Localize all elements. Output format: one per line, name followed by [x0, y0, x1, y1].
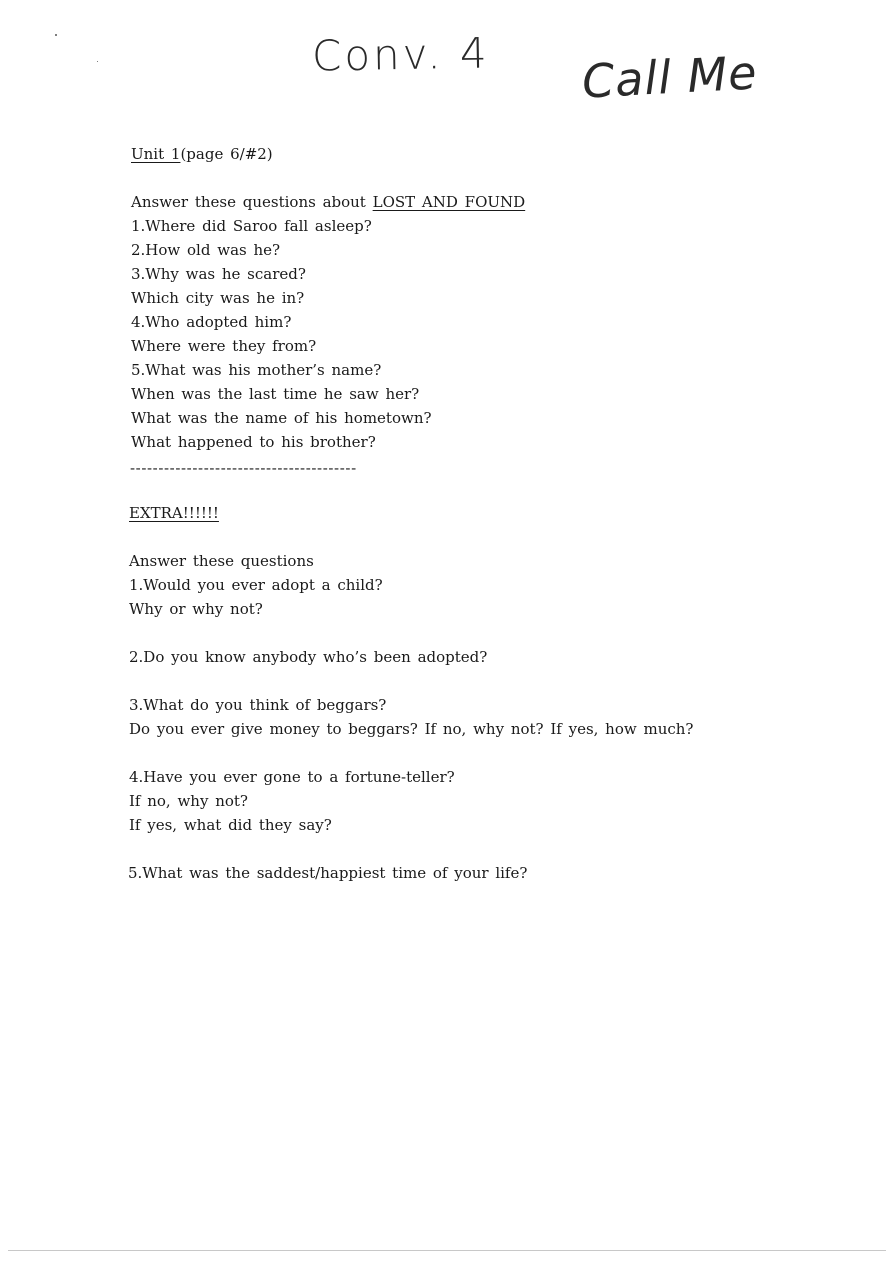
extra-question-4c: If yes, what did they say?: [129, 816, 332, 834]
dashed-divider: ----------------------------------------: [130, 459, 357, 477]
section1-intro: [131, 192, 525, 212]
question-line: Where were they from?: [131, 337, 317, 355]
extra-question-4b: If no, why not?: [129, 792, 248, 810]
question-line: 1.Where did Saroo fall asleep?: [131, 217, 372, 235]
question-line: 3.Why was he scared?: [131, 265, 306, 283]
extra-question-5: 5.What was the saddest/happiest time of your life?: [128, 864, 528, 882]
question-line: When was the last time he saw her?: [131, 385, 420, 403]
scan-speck: [55, 34, 57, 36]
scan-edge-line: [8, 1250, 886, 1251]
extra-question-1b: Why or why not?: [129, 600, 263, 618]
unit-label: Unit 1: [131, 145, 181, 163]
question-line: What happened to his brother?: [131, 433, 376, 451]
handwritten-right-note: Call Me: [580, 45, 759, 109]
question-line: Which city was he in?: [131, 289, 305, 307]
extra-heading: EXTRA!!!!!!: [129, 504, 219, 522]
section1-topic: LOST AND FOUND: [372, 193, 526, 211]
scan-speck: [97, 61, 98, 62]
extra-question-1a: 1.Would you ever adopt a child?: [129, 576, 383, 594]
extra-question-3a: 3.What do you think of beggars?: [129, 696, 387, 714]
unit-page-ref: (page 6/#2): [180, 145, 273, 163]
question-line: 5.What was his mother’s name?: [131, 361, 382, 379]
extra-question-2: 2.Do you know anybody who’s been adopted?: [129, 648, 488, 666]
question-line: What was the name of his hometown?: [131, 409, 432, 427]
handwritten-top-note: Conv. 4: [311, 28, 491, 81]
unit-header: [131, 144, 273, 164]
extra-question-4a: 4.Have you ever gone to a fortune-teller?: [129, 768, 455, 786]
extra-question-3b: Do you ever give money to beggars? If no, why not? If yes, how much?: [129, 720, 694, 738]
section1-intro-text: Answer these questions about: [131, 193, 366, 211]
question-line: 4.Who adopted him?: [131, 313, 292, 331]
section2-intro: Answer these questions: [129, 552, 314, 570]
question-line: 2.How old was he?: [131, 241, 281, 259]
